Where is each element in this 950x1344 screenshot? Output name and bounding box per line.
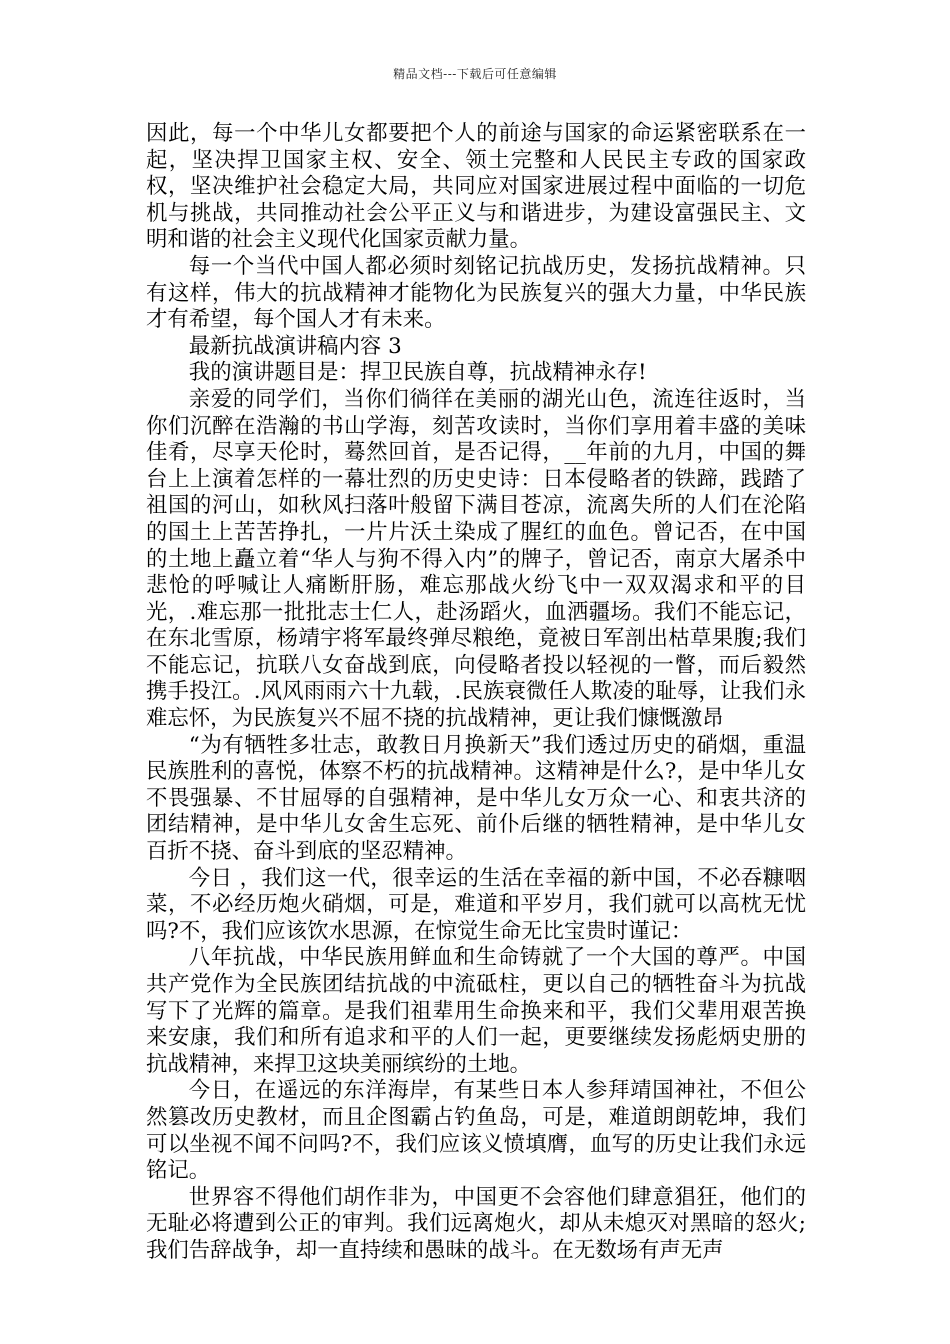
paragraph: “为有牺牲多壮志，敢教日月换新天”我们透过历史的硝烟，重温民族胜利的喜悦，体察不朽的抗战精神。这精神是什么?，是中华儿女不畏强暴、不甘屈辱的自强精神，是中华儿女万众一心、和衷共济的团结精神，是中华儿女舍生忘死、前仆后继的牺牲精神，是中华儿女百折不挠、奋斗到底的坚忍精神。: [146, 732, 806, 865]
paragraph: 因此，每一个中华儿女都要把个人的前途与国家的命运紧密联系在一起，坚决捍卫国家主权、安全、领土完整和人民民主专政的国家政权，坚决维护社会稳定大局，共同应对国家进展过程中面临的一切危机与挑战，共同推动社会公平正义与和谐进步，为建设富强民主、文明和谐的社会主义现代化国家贡献力量。: [146, 121, 806, 253]
page-header: 精品文档---下载后可任意编辑: [393, 67, 557, 81]
paragraph: 世界容不得他们胡作非为，中国更不会容他们肆意猖狂，他们的无耻必将遭到公正的审判。我们远离炮火，却从未熄灭对黑暗的怒火;我们告辞战争，却一直持续和愚昧的战斗。在无数场有声无声: [146, 1184, 806, 1263]
section-heading: 最新抗战演讲稿内容 3: [188, 333, 402, 359]
paragraph: 亲爱的同学们，当你们徜徉在美丽的湖光山色，流连往返时，当你们沉醉在浩瀚的书山学海，刻苦攻读时，当你们享用着丰盛的美味佳肴，尽享天伦时，蓦然回首，是否记得，__年前的九月，中国的舞台上上演着怎样的一幕壮烈的历史史诗：日本侵略者的铁蹄，践踏了祖国的河山，如秋风扫落叶般留下满目苍凉，流离失所的人们在沦陷的国土上苦苦挣扎，一片片沃土染成了腥红的血色。曾记否，在中国的土地上矗立着“华人与狗不得入内”的牌子，曾记否，南京大屠杀中悲怆的呼喊让人痛断肝肠，难忘那战火纷飞中一双双渴求和平的目光，.难忘那一批批志士仁人，赴汤蹈火，血洒疆场。我们不能忘记，在东北雪原，杨靖宇将军最终弹尽粮绝，竟被日军剖出枯草果腹;我们不能忘记，抗联八女奋战到底，向侵略者投以轻视的一瞥，而后毅然携手投江。.风风雨雨六十九载，.民族衰微任人欺凌的耻辱，让我们永难忘怀，为民族复兴不屈不挠的抗战精神，更让我们慷慨激昂: [146, 386, 806, 732]
paragraph: 每一个当代中国人都必须时刻铭记抗战历史，发扬抗战精神。只有这样，伟大的抗战精神才能物化为民族复兴的强大力量，中华民族才有希望，每个国人才有未来。: [146, 253, 806, 333]
paragraph: 今日 ，我们这一代，很幸运的生活在幸福的新中国，不必吞糠咽菜，不必经历炮火硝烟，可是，难道和平岁月，我们就可以高枕无忧吗?不，我们应该饮水思源，在惊觉生命无比宝贵时谨记：: [146, 865, 806, 944]
speech-title-line: 我的演讲题目是：捍卫民族自尊，抗战精神永存!: [188, 360, 647, 386]
paragraph: 今日，在遥远的东洋海岸，有某些日本人参拜靖国神社，不但公然篡改历史教材，而且企图霸占钓鱼岛，可是，难道朗朗乾坤，我们可以坐视不闻不问吗?不，我们应该义愤填膺，血写的历史让我们永远铭记。: [146, 1078, 806, 1184]
paragraph: 八年抗战，中华民族用鲜血和生命铸就了一个大国的尊严。中国共产党作为全民族团结抗战的中流砥柱，更以自己的牺牲奋斗为抗战写下了光辉的篇章。是我们祖辈用生命换来和平，我们父辈用艰苦换来安康，我们和所有追求和平的人们一起，更要继续发扬彪炳史册的抗战精神，来捍卫这块美丽缤纷的土地。: [146, 945, 806, 1077]
document-body: [146, 121, 806, 1265]
